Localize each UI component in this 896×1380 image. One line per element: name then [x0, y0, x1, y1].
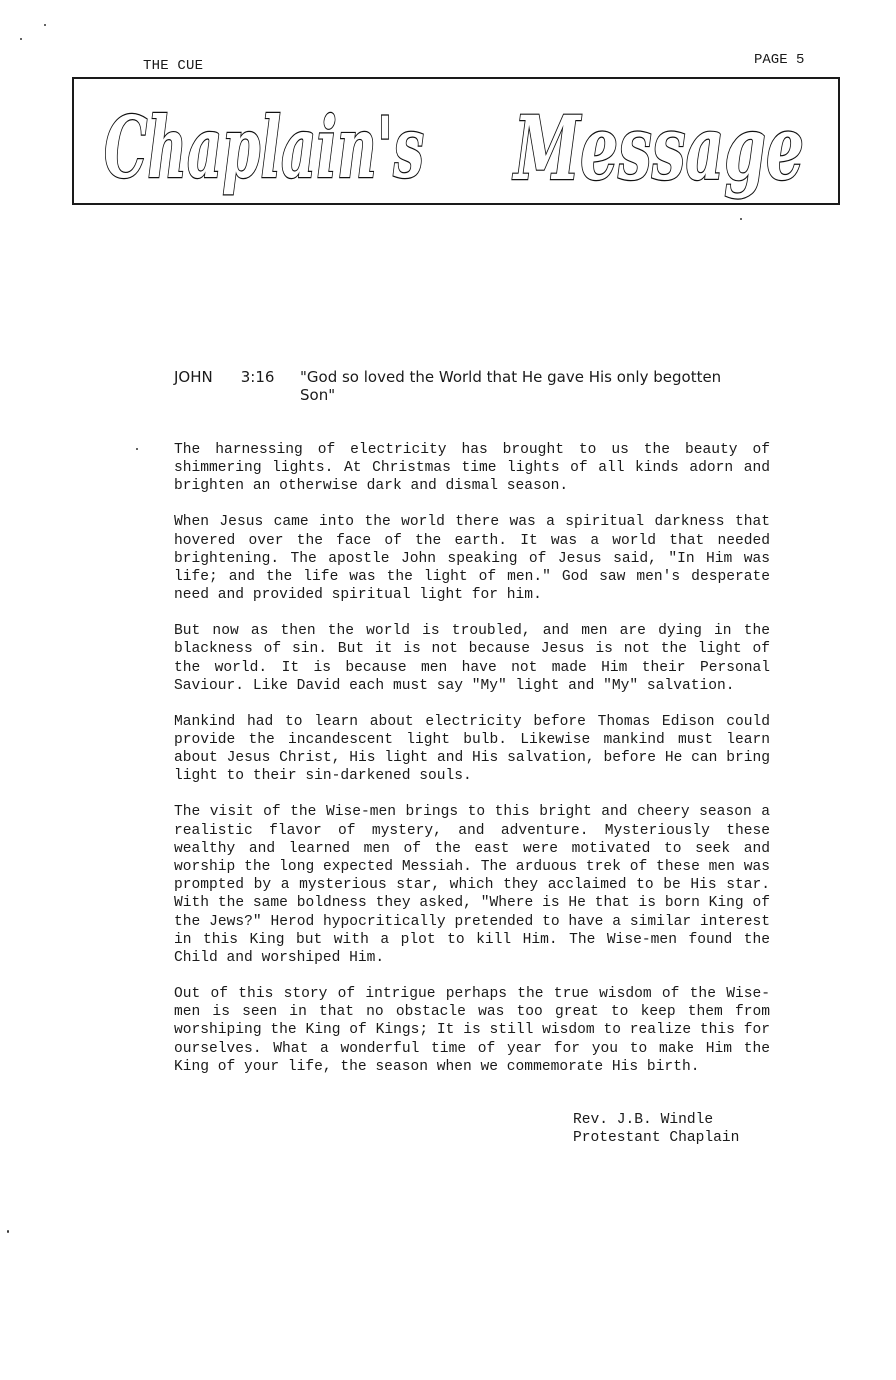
scan-speck: [7, 1230, 9, 1233]
page-number: PAGE 5: [754, 52, 805, 68]
paragraph: Out of this story of intrigue perhaps the true wisdom of the Wise-men is seen in that no obstacle was too great to keep them from worshiping the King of Kings; It is still wisdom to realize this for ourselves. What a wonderful time of year for you to make Him the King of your life, the season when we commemorate His birth.: [174, 986, 770, 1075]
paragraph: The visit of the Wise-men brings to this bright and cheery season a realistic flavor of mystery, and adventure. Mysteriously these wealthy and learned men of the east were motivated to seek and worship the long expected Messiah. The arduous trek of these men was prompted by a mysterious star, which they acclaimed to be His star. With the same boldness they asked, "Where is He that is born King of the Jews?" Herod hypocritically pretended to have a similar interest in this King but with a plot to kill Him. The Wise-men found the Child and worshiped Him.: [174, 804, 770, 967]
scan-speck: [136, 448, 138, 450]
signature-title: Protestant Chaplain: [573, 1130, 740, 1147]
scripture-quote: "God so loved the World that He gave His only begotten Son": [300, 368, 722, 404]
banner-word-chaplains: Chaplain's: [104, 98, 424, 197]
signature-block: [573, 1111, 739, 1147]
scan-speck: [740, 218, 742, 220]
chaplains-message-banner: [72, 77, 840, 205]
paragraph: Mankind had to learn about electricity before Thomas Edison could provide the incandescent light bulb. Likewise mankind must learn about Jesus Christ, His light and His salvation, before He can bring light to their sin-darkened souls.: [174, 713, 770, 785]
scan-speck: [20, 38, 22, 40]
article-body: [174, 441, 770, 1094]
banner-word-message: Message: [511, 96, 804, 200]
scripture-chapter-verse: 3:16: [240, 368, 275, 386]
paragraph: But now as then the world is troubled, and men are dying in the blackness of sin. But it is not because Jesus is not the light of the world. It is because men have not made Him their Personal Saviour. Like David each must say "My" light and "My" salvation.: [174, 623, 770, 694]
paragraph: When Jesus came into the world there was a spiritual darkness that hovered over the face of the earth. It was a world that needed brightening. The apostle John speaking of Jesus said, "In Him was life; and the life was the light of men." God saw men's desperate need and provided spiritual light for him.: [174, 514, 770, 604]
scripture-reference: [174, 368, 274, 386]
paragraph: The harnessing of electricity has brought to us the beauty of shimmering lights. At Christmas time lights of all kinds adorn and brighten an otherwise dark and dismal season.: [174, 442, 770, 495]
scripture-book: JOHN: [174, 368, 213, 386]
banner-lettering: [74, 79, 838, 203]
publication-name: THE CUE: [143, 58, 204, 74]
scan-speck: [44, 24, 46, 26]
signature-name: Rev. J.B. Windle: [573, 1112, 714, 1128]
